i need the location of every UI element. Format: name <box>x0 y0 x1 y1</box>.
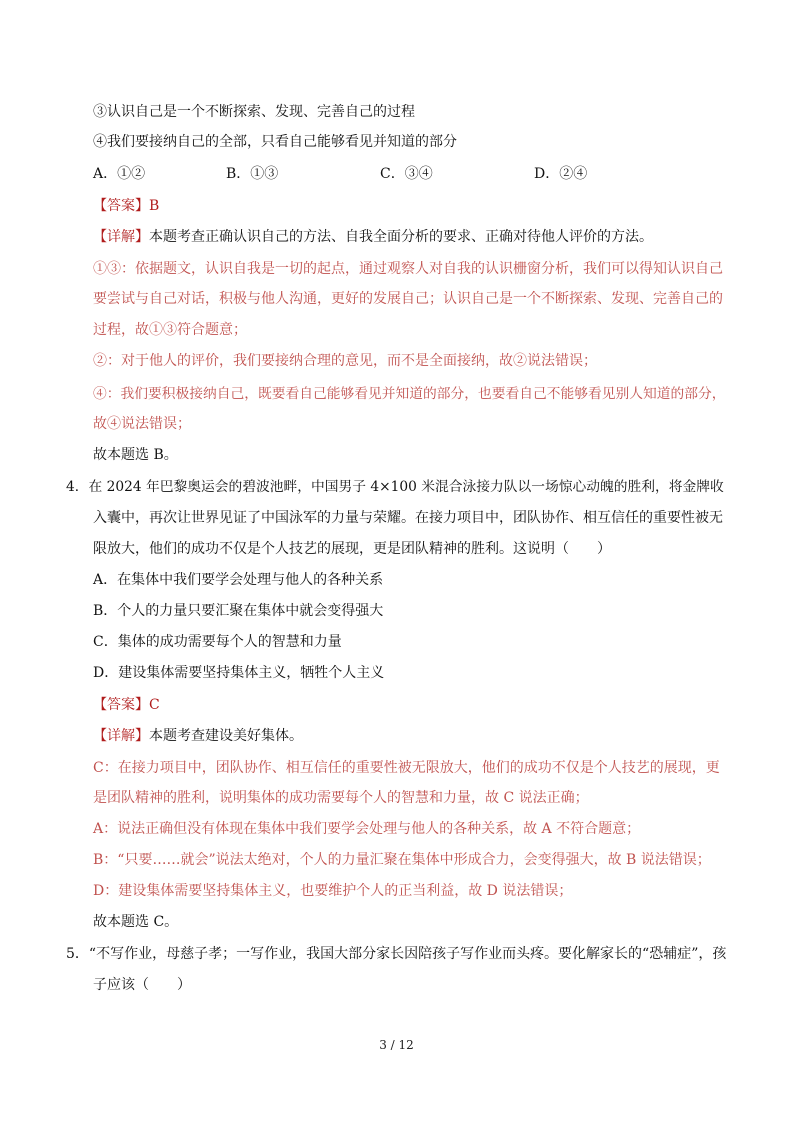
q4-stem-line: 限放大，他们的成功不仅是个人技艺的展现，更是团队精神的胜利。这说明（ ） <box>93 541 611 557</box>
q3-statement-4: ④我们要接纳自己的全部，只看自己能够看见并知道的部分 <box>93 134 457 150</box>
q3-detail-intro: 本题考查正确认识自己的方法、自我全面分析的要求、正确对待他人评价的方法。 <box>149 229 653 245</box>
q4-option-a: A．在集体中我们要学会处理与他人的各种关系 <box>93 572 384 588</box>
q4-stem-line: 入囊中，再次让世界见证了中国泳军的力量与荣耀。在接力项目中，团队协作、相互信任的重要性被无 <box>93 510 723 526</box>
q4-detail-line: 是团队精神的胜利，说明集体的成功需要每个人的智慧和力量，故 C 说法正确； <box>93 790 589 806</box>
q3-statement-3: ③认识自己是一个不断探索、发现、完善自己的过程 <box>93 104 415 120</box>
q4-detail-intro: 本题考查建设美好集体。 <box>149 728 303 744</box>
q3-detail-heading <box>93 227 653 247</box>
q5-stem-line: 5．“不写作业，母慈子孝；一写作业，我国大部分家长因陪孩子写作业而头疼。要化解家长的“恐辅症”，孩 <box>66 946 727 962</box>
q4-detail-line: A：说法正确但没有体现在集体中我们要学会处理与他人的各种关系，故 A 不符合题意； <box>93 821 641 837</box>
q3-option-d: D．②④ <box>534 166 588 182</box>
q4-option-b: B．个人的力量只要汇聚在集体中就会变得强大 <box>93 603 384 619</box>
q4-detail-heading <box>93 726 303 746</box>
q3-detail-line: 要尝试与自己对话，积极与他人沟通，更好的发展自己；认识自己是一个不断探索、发现、完善自己的 <box>93 291 723 307</box>
q4-conclusion: 故本题选 C。 <box>93 914 179 930</box>
q4-detail-line: B：“只要……就会”说法太绝对，个人的力量汇聚在集体中形成合力，会变得强大，故 B 说法错误； <box>93 852 711 868</box>
q3-detail-line: 故④说法错误； <box>93 416 191 432</box>
q3-detail-line: ①③：依据题文，认识自我是一切的起点，通过观察人对自我的认识栅窗分析，我们可以得知认识自己 <box>93 261 723 277</box>
q3-detail-line: ②：对于他人的评价，我们要接纳合理的意见，而不是全面接纳，故②说法错误； <box>93 353 597 369</box>
q3-answer: 【答案】B <box>93 198 160 214</box>
q5-stem-line: 子应该（ ） <box>93 977 191 993</box>
q4-detail-line: C：在接力项目中，团队协作、相互信任的重要性被无限放大，他们的成功不仅是个人技艺的展现，更 <box>93 760 720 776</box>
q3-option-b: B．①③ <box>226 166 279 182</box>
q3-option-a: A．①② <box>93 166 146 182</box>
q4-option-d: D．建设集体需要坚持集体主义，牺牲个人主义 <box>93 665 385 681</box>
q4-answer: 【答案】C <box>93 697 160 713</box>
q4-stem-line: 4．在 2024 年巴黎奥运会的碧波池畔，中国男子 4×100 米混合泳接力队以一场惊心动魄的胜利，将金牌收 <box>66 479 724 495</box>
q3-option-c: C．③④ <box>380 166 433 182</box>
q3-detail-line: 过程，故①③符合题意； <box>93 322 247 338</box>
q4-detail-line: D：建设集体需要坚持集体主义，也要维护个人的正当利益，故 D 说法错误； <box>93 883 573 899</box>
q4-option-c: C．集体的成功需要每个人的智慧和力量 <box>93 634 342 650</box>
q4-detail-label: 【详解】 <box>93 728 149 744</box>
q3-conclusion: 故本题选 B。 <box>93 447 178 463</box>
q3-detail-label: 【详解】 <box>93 229 149 245</box>
page-number: 3 / 12 <box>379 1038 414 1052</box>
q3-detail-line: ④：我们要积极接纳自己，既要看自己能够看见并知道的部分，也要看自己不能够看见别人知道的部分， <box>93 386 726 402</box>
